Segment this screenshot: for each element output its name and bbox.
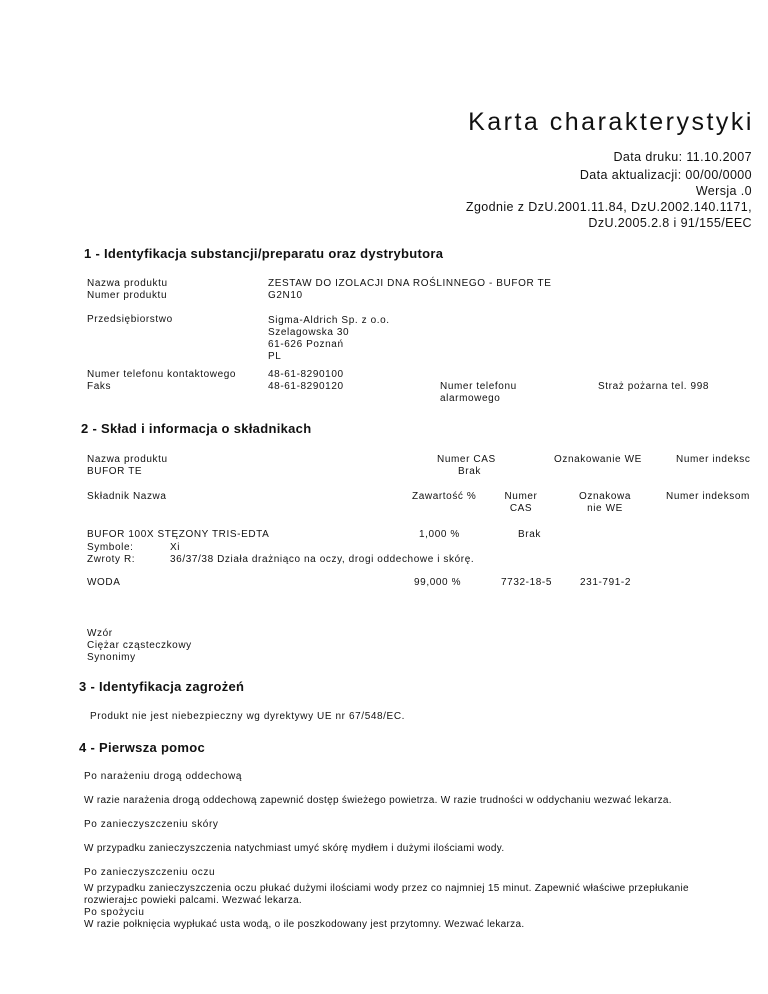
- inhalation-label: Po narażeniu drogą oddechową: [84, 771, 243, 782]
- component-header: Składnik Nazwa: [87, 491, 167, 502]
- cas-value: Brak: [458, 466, 481, 477]
- component-content: 99,000 %: [414, 577, 462, 588]
- regulation-line-2: DzU.2005.2.8 i 91/155/EEC: [588, 216, 752, 230]
- component-content: 1,000 %: [419, 529, 460, 540]
- index-header-2: Numer indeksom: [666, 491, 750, 502]
- product-number-value: G2N10: [268, 290, 303, 301]
- document-title: Karta charakterystyki: [468, 108, 754, 136]
- company-line: Sigma-Aldrich Sp. z o.o.: [268, 315, 390, 326]
- we-header-2: Oznakowa: [578, 491, 632, 502]
- phrases-label: Zwroty R:: [87, 554, 136, 565]
- section-1-title: 1 - Identyfikacja substancji/preparatu oraz dystrybutora: [84, 246, 444, 261]
- cas-header-2: Numer: [504, 491, 538, 502]
- eyes-text-1: W przypadku zanieczyszczenia oczu płukać dużymi ilościami wody przez co najmniej 15 minut. Zapewnić właściwe przepłukanie: [84, 883, 689, 894]
- symbols-label: Symbole:: [87, 542, 134, 553]
- company-line: Szelagowska 30: [268, 327, 350, 338]
- emergency-label-1: Numer telefonu: [440, 381, 517, 392]
- section-2-title: 2 - Skład i informacja o składnikach: [81, 421, 312, 436]
- product-name-value: ZESTAW DO IZOLACJI DNA ROŚLINNEGO - BUFOR TE: [268, 278, 552, 289]
- skin-text: W przypadku zanieczyszczenia natychmiast umyć skórę mydłem i dużymi ilościami wody.: [84, 843, 505, 854]
- symbols-value: Xi: [170, 542, 181, 553]
- ingestion-text: W razie połknięcia wypłukać usta wodą, o ile poszkodowany jest przytomny. Wezwać lekarza.: [84, 919, 525, 930]
- inhalation-text: W razie narażenia drogą oddechową zapewnić dostęp świeżego powietrza. W razie trudności w oddychaniu wezwać lekarza.: [84, 795, 672, 806]
- product-number-label: Numer produktu: [87, 290, 168, 301]
- fax-value: 48-61-8290120: [268, 381, 344, 392]
- company-line: 61-626 Poznań: [268, 339, 344, 350]
- product-name-label: Nazwa produktu: [87, 278, 168, 289]
- eyes-label: Po zanieczyszczeniu oczu: [84, 867, 216, 878]
- fire-brigade: Straż pożarna tel. 998: [598, 381, 710, 392]
- index-header: Numer indeksc: [676, 454, 751, 465]
- version: Wersja .0: [695, 184, 752, 198]
- phone-label: Numer telefonu kontaktowego: [87, 369, 237, 380]
- component-cas: Brak: [518, 529, 541, 540]
- cas-header-2-line-2: CAS: [509, 503, 533, 514]
- ingestion-label: Po spożyciu: [84, 907, 145, 918]
- section-4-title: 4 - Pierwsza pomoc: [79, 740, 206, 755]
- component-name: BUFOR 100X STĘZONY TRIS-EDTA: [87, 529, 270, 540]
- regulation-line-1: Zgodnie z DzU.2001.11.84, DzU.2002.140.1171,: [465, 200, 752, 214]
- product-name-label-2: Nazwa produktu: [87, 454, 168, 465]
- skin-label: Po zanieczyszczeniu skóry: [84, 819, 219, 830]
- section-3-title: 3 - Identyfikacja zagrożeń: [79, 679, 245, 694]
- we-header-2-line-2: nie WE: [587, 503, 623, 514]
- component-we: 231-791-2: [580, 577, 631, 588]
- fax-label: Faks: [87, 381, 112, 392]
- emergency-label-2: alarmowego: [440, 393, 501, 404]
- content-header: Zawartość %: [412, 491, 477, 502]
- product-name-value-2: BUFOR TE: [87, 466, 143, 477]
- we-header: Oznakowanie WE: [554, 454, 642, 465]
- phrases-value: 36/37/38 Działa drażniąco na oczy, drogi oddechowe i skórę.: [170, 554, 475, 565]
- cas-header: Numer CAS: [437, 454, 496, 465]
- company-line: PL: [268, 351, 282, 362]
- component-cas: 7732-18-5: [501, 577, 552, 588]
- update-date: Data aktualizacji: 00/00/0000: [579, 168, 752, 182]
- formula-label: Wzór: [87, 628, 113, 639]
- company-label: Przedsiębiorstwo: [87, 314, 173, 325]
- phone-value: 48-61-8290100: [268, 369, 344, 380]
- print-date: Data druku: 11.10.2007: [613, 150, 752, 164]
- component-name: WODA: [87, 577, 121, 588]
- weight-label: Ciężar cząsteczkowy: [87, 640, 192, 651]
- synonyms-label: Synonimy: [87, 652, 136, 663]
- hazard-text: Produkt nie jest niebezpieczny wg dyrektywy UE nr 67/548/EC.: [90, 711, 406, 722]
- eyes-text-2: rozwieraj±c powieki palcami. Wezwać lekarza.: [84, 895, 303, 906]
